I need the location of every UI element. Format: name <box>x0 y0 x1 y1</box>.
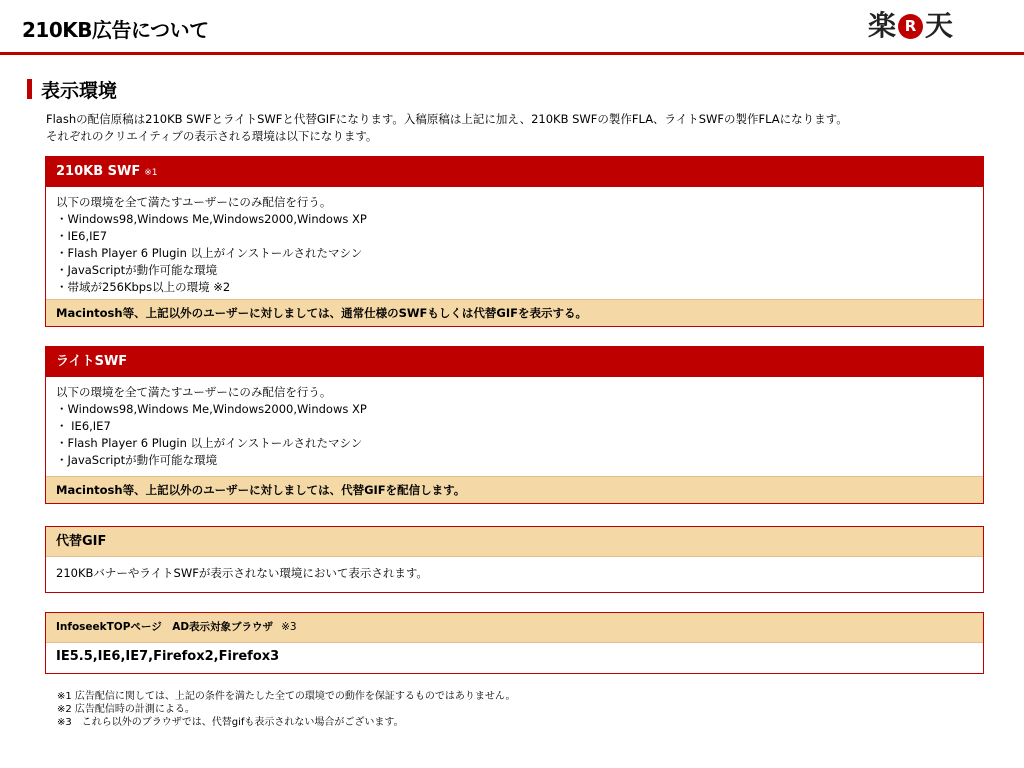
page-title: 210KB広告について <box>22 18 209 42</box>
list-item: ・IE6,IE7 <box>56 229 108 243</box>
box-browser-note: ※3 <box>281 621 297 633</box>
box-browser-title: InfoseekTOPページ AD表示対象ブラウザ <box>56 621 274 633</box>
section-heading-text: 表示環境 <box>41 79 118 102</box>
box-210kb-note: ※1 <box>144 168 158 178</box>
intro-text <box>46 111 848 145</box>
box-210kb-header <box>46 157 983 187</box>
header-divider <box>0 52 1024 55</box>
box-lite-swf <box>45 346 984 504</box>
box-lite-header <box>46 347 983 377</box>
list-item: ・ IE6,IE7 <box>56 419 111 433</box>
footnotes <box>57 690 516 729</box>
list-item: ・JavaScriptが動作可能な環境 <box>56 263 218 277</box>
logo-left-char: 楽 <box>868 9 897 42</box>
list-item: 以下の環境を全て満たすユーザーにのみ配信を行う。 <box>56 195 332 209</box>
list-item: ・帯域が256Kbps以上の環境 ※2 <box>56 280 231 294</box>
logo-right-char: 天 <box>925 9 954 42</box>
footnote: ※1 広告配信に関しては、上記の条件を満たした全ての環境での動作を保証するものではありません。 <box>57 691 516 702</box>
box-gif-body: 210KBバナーやライトSWFが表示されない環境において表示されます。 <box>56 566 428 580</box>
list-item: ・Flash Player 6 Plugin 以上がインストールされたマシン <box>56 436 363 450</box>
section-heading <box>27 78 117 100</box>
list-item: ・Windows98,Windows Me,Windows2000,Windows XP <box>56 402 367 416</box>
footnote: ※2 広告配信時の計測による。 <box>57 704 195 715</box>
section-marker-icon <box>27 79 32 99</box>
box-lite-body <box>46 377 983 469</box>
logo-r-icon: R <box>898 14 923 39</box>
intro-line-2: それぞれのクリエイティブの表示される環境は以下になります。 <box>46 129 378 143</box>
box-browser-list: IE5.5,IE6,IE7,Firefox2,Firefox3 <box>56 649 280 664</box>
box-browser <box>45 612 984 674</box>
box-browser-header <box>46 613 983 643</box>
footnote: ※3 これら以外のブラウザでは、代替gifも表示されない場合がございます。 <box>57 717 404 728</box>
box-alt-gif <box>45 526 984 593</box>
box-210kb-body <box>46 187 983 296</box>
box-lite-title: ライトSWF <box>56 354 128 369</box>
rakuten-logo <box>868 6 953 46</box>
intro-line-1: Flashの配信原稿は210KB SWFとライトSWFと代替GIFになります。入稿原稿は上記に加え、210KB SWFの製作FLA、ライトSWFの製作FLAになります。 <box>46 112 848 126</box>
header <box>0 0 1024 52</box>
box-210kb-footer: Macintosh等、上記以外のユーザーに対しましては、通常仕様のSWFもしくは代替GIFを表示する。 <box>46 299 983 326</box>
list-item: 以下の環境を全て満たすユーザーにのみ配信を行う。 <box>56 385 332 399</box>
box-gif-title: 代替GIF <box>46 527 983 557</box>
list-item: ・Flash Player 6 Plugin 以上がインストールされたマシン <box>56 246 363 260</box>
box-lite-footer: Macintosh等、上記以外のユーザーに対しましては、代替GIFを配信します。 <box>46 476 983 503</box>
list-item: ・JavaScriptが動作可能な環境 <box>56 453 218 467</box>
list-item: ・Windows98,Windows Me,Windows2000,Windows XP <box>56 212 367 226</box>
box-210kb-swf <box>45 156 984 327</box>
box-210kb-title: 210KB SWF <box>56 164 141 179</box>
